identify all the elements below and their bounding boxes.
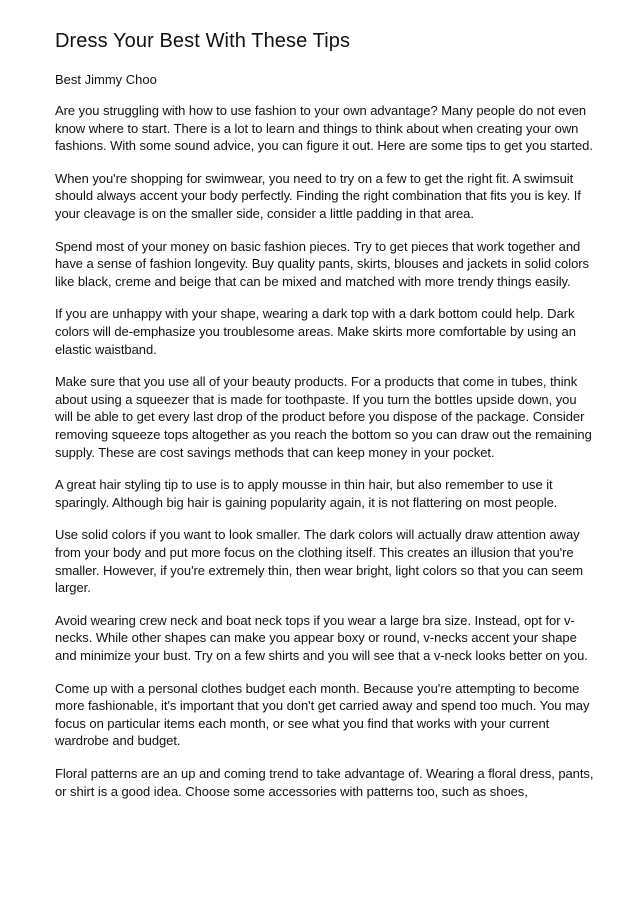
paragraph: Are you struggling with how to use fashion to your own advantage? Many people do not even know where to start. There is a lot to learn and things to think about when creating your own fashions. With some sound advice, you can figure it out. Here are some tips to get you started. bbox=[55, 103, 593, 154]
paragraph: Use solid colors if you want to look smaller. The dark colors will actually draw attention away from your body and put more focus on the clothing itself. This creates an illusion that you're smaller. However, if you're extremely thin, then wear bright, light colors so that you can seem larger. bbox=[55, 527, 584, 596]
paragraph: When you're shopping for swimwear, you need to try on a few to get the right fit. A swimsuit should always accent your body perfectly. Finding the right combination that fits you is key. If your cleavage is on the smaller side, consider a little padding in that area. bbox=[55, 170, 581, 222]
document-page bbox=[55, 28, 595, 815]
document-subtitle: Best Jimmy Choo bbox=[55, 72, 157, 87]
paragraph: Come up with a personal clothes budget each month. Because you're attempting to become more fashionable, it's important that you don't get carried away and spend too much. You may focus on particular items each month, or see what you find that works with your current wardrobe and budget. bbox=[55, 680, 590, 749]
paragraph: Spend most of your money on basic fashion pieces. Try to get pieces that work together and have a sense of fashion longevity. Buy quality pants, skirts, blouses and jackets in solid colors like black, creme and beige that can be mixed and matched with more trendy things easily. bbox=[55, 238, 589, 289]
paragraph: Make sure that you use all of your beauty products. For a products that come in tubes, think about using a squeezer that is made for toothpaste. If you turn the bottles upside down, you will be able to get every last drop of the product before you dispose of the package. Consider removing squeeze tops altogether as you reach the bottom so you can draw out the remaining supply. These are cost savings methods that can keep money in your pocket. bbox=[55, 374, 592, 460]
paragraph: Avoid wearing crew neck and boat neck tops if you wear a large bra size. Instead, opt for v-necks. While other shapes can make you appear boxy or round, v-necks accent your shape and minimize your bust. Try on a few shirts and you will see that a v-neck looks better on you. bbox=[55, 612, 588, 663]
paragraph: If you are unhappy with your shape, wearing a dark top with a dark bottom could help. Dark colors will de-emphasize you troublesome areas. Make skirts more comfortable by using an elastic waistband. bbox=[55, 306, 576, 357]
document-title: Dress Your Best With These Tips bbox=[55, 30, 351, 52]
paragraph: Floral patterns are an up and coming trend to take advantage of. Wearing a floral dress, pants, or shirt is a good idea. Choose some accessories with patterns too, such as shoes, bbox=[55, 765, 594, 799]
paragraph: A great hair styling tip to use is to apply mousse in thin hair, but also remember to use it sparingly. Although big hair is gaining popularity again, it is not flattering on most people. bbox=[55, 477, 558, 510]
